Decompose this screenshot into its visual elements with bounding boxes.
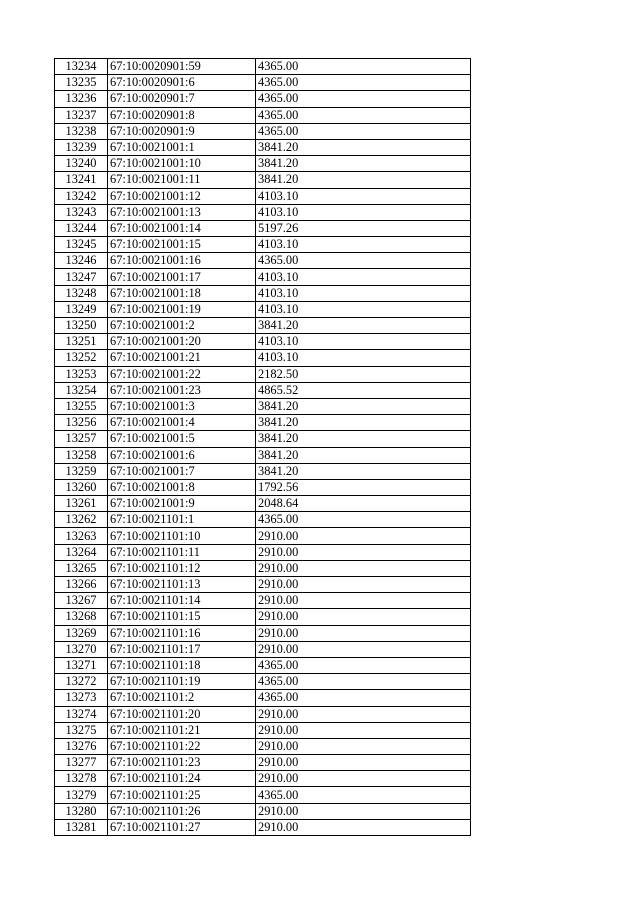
- value-cell: 2910.00: [256, 560, 471, 576]
- value-cell: 2910.00: [256, 738, 471, 754]
- row-number-cell: 13269: [55, 625, 108, 641]
- row-number-cell: 13266: [55, 577, 108, 593]
- cadastral-number-cell: 67:10:0020901:59: [108, 59, 256, 75]
- row-number-cell: 13246: [55, 253, 108, 269]
- row-number-cell: 13253: [55, 366, 108, 382]
- value-cell: 4365.00: [256, 59, 471, 75]
- table-row: [55, 755, 471, 771]
- table-row: [55, 237, 471, 253]
- row-number-cell: 13251: [55, 334, 108, 350]
- table-row: [55, 91, 471, 107]
- table-row: [55, 641, 471, 657]
- row-number-cell: 13265: [55, 560, 108, 576]
- cadastral-number-cell: 67:10:0021101:1: [108, 512, 256, 528]
- row-number-cell: 13256: [55, 415, 108, 431]
- row-number-cell: 13243: [55, 204, 108, 220]
- cadastral-number-cell: 67:10:0021101:19: [108, 674, 256, 690]
- value-cell: 2910.00: [256, 577, 471, 593]
- table-row: [55, 431, 471, 447]
- row-number-cell: 13245: [55, 237, 108, 253]
- cadastral-number-cell: 67:10:0021001:10: [108, 156, 256, 172]
- row-number-cell: 13267: [55, 593, 108, 609]
- table-row: [55, 75, 471, 91]
- cadastral-number-cell: 67:10:0021001:4: [108, 415, 256, 431]
- value-cell: 1792.56: [256, 479, 471, 495]
- cadastral-number-cell: 67:10:0021101:23: [108, 755, 256, 771]
- table-row: [55, 382, 471, 398]
- cadastral-number-cell: 67:10:0021001:19: [108, 301, 256, 317]
- value-cell: 4365.00: [256, 75, 471, 91]
- table-row: [55, 609, 471, 625]
- cadastral-number-cell: 67:10:0021001:16: [108, 253, 256, 269]
- cadastral-number-cell: 67:10:0021001:6: [108, 447, 256, 463]
- value-cell: 2910.00: [256, 803, 471, 819]
- row-number-cell: 13247: [55, 269, 108, 285]
- value-cell: 3841.20: [256, 318, 471, 334]
- cadastral-number-cell: 67:10:0021101:2: [108, 690, 256, 706]
- value-cell: 4365.00: [256, 107, 471, 123]
- table-row: [55, 657, 471, 673]
- row-number-cell: 13259: [55, 463, 108, 479]
- value-cell: 4103.10: [256, 204, 471, 220]
- row-number-cell: 13274: [55, 706, 108, 722]
- cadastral-number-cell: 67:10:0021001:20: [108, 334, 256, 350]
- value-cell: 4365.00: [256, 253, 471, 269]
- cadastral-number-cell: 67:10:0021101:25: [108, 787, 256, 803]
- cadastral-number-cell: 67:10:0021101:13: [108, 577, 256, 593]
- table-row: [55, 318, 471, 334]
- cadastral-number-cell: 67:10:0021101:11: [108, 544, 256, 560]
- row-number-cell: 13239: [55, 139, 108, 155]
- cadastral-number-cell: 67:10:0021001:12: [108, 188, 256, 204]
- table-row: [55, 512, 471, 528]
- cadastral-number-cell: 67:10:0021001:5: [108, 431, 256, 447]
- value-cell: 2910.00: [256, 625, 471, 641]
- table-row: [55, 139, 471, 155]
- value-cell: 4103.10: [256, 269, 471, 285]
- cadastral-number-cell: 67:10:0020901:9: [108, 123, 256, 139]
- value-cell: 2910.00: [256, 593, 471, 609]
- table-row: [55, 204, 471, 220]
- cadastral-number-cell: 67:10:0021001:13: [108, 204, 256, 220]
- cadastral-number-cell: 67:10:0021101:10: [108, 528, 256, 544]
- table-row: [55, 447, 471, 463]
- table-row: [55, 350, 471, 366]
- value-cell: 2182.50: [256, 366, 471, 382]
- table-row: [55, 496, 471, 512]
- row-number-cell: 13238: [55, 123, 108, 139]
- row-number-cell: 13264: [55, 544, 108, 560]
- cadastral-number-cell: 67:10:0021001:17: [108, 269, 256, 285]
- document-page: [54, 58, 471, 836]
- value-cell: 2910.00: [256, 609, 471, 625]
- row-number-cell: 13268: [55, 609, 108, 625]
- cadastral-number-cell: 67:10:0021101:15: [108, 609, 256, 625]
- cadastral-number-cell: 67:10:0020901:6: [108, 75, 256, 91]
- row-number-cell: 13249: [55, 301, 108, 317]
- data-table: [54, 58, 471, 836]
- row-number-cell: 13273: [55, 690, 108, 706]
- table-row: [55, 479, 471, 495]
- row-number-cell: 13254: [55, 382, 108, 398]
- cadastral-number-cell: 67:10:0021001:9: [108, 496, 256, 512]
- table-row: [55, 674, 471, 690]
- row-number-cell: 13270: [55, 641, 108, 657]
- value-cell: 3841.20: [256, 447, 471, 463]
- value-cell: 4365.00: [256, 787, 471, 803]
- table-row: [55, 625, 471, 641]
- value-cell: 4103.10: [256, 285, 471, 301]
- table-row: [55, 577, 471, 593]
- cadastral-number-cell: 67:10:0021101:26: [108, 803, 256, 819]
- value-cell: 4103.10: [256, 237, 471, 253]
- value-cell: 3841.20: [256, 172, 471, 188]
- row-number-cell: 13258: [55, 447, 108, 463]
- cadastral-number-cell: 67:10:0021101:14: [108, 593, 256, 609]
- value-cell: 4103.10: [256, 350, 471, 366]
- cadastral-number-cell: 67:10:0021001:21: [108, 350, 256, 366]
- value-cell: 4103.10: [256, 301, 471, 317]
- table-row: [55, 560, 471, 576]
- row-number-cell: 13278: [55, 771, 108, 787]
- table-row: [55, 269, 471, 285]
- table-row: [55, 819, 471, 835]
- value-cell: 2048.64: [256, 496, 471, 512]
- row-number-cell: 13234: [55, 59, 108, 75]
- table-row: [55, 253, 471, 269]
- cadastral-number-cell: 67:10:0021001:3: [108, 398, 256, 414]
- table-row: [55, 528, 471, 544]
- value-cell: 2910.00: [256, 722, 471, 738]
- table-row: [55, 706, 471, 722]
- value-cell: 4865.52: [256, 382, 471, 398]
- row-number-cell: 13250: [55, 318, 108, 334]
- row-number-cell: 13261: [55, 496, 108, 512]
- value-cell: 4365.00: [256, 657, 471, 673]
- cadastral-number-cell: 67:10:0021001:18: [108, 285, 256, 301]
- table-row: [55, 172, 471, 188]
- row-number-cell: 13280: [55, 803, 108, 819]
- row-number-cell: 13277: [55, 755, 108, 771]
- cadastral-number-cell: 67:10:0021001:11: [108, 172, 256, 188]
- table-row: [55, 59, 471, 75]
- row-number-cell: 13235: [55, 75, 108, 91]
- cadastral-number-cell: 67:10:0021101:18: [108, 657, 256, 673]
- value-cell: 4365.00: [256, 123, 471, 139]
- row-number-cell: 13244: [55, 220, 108, 236]
- value-cell: 2910.00: [256, 641, 471, 657]
- table-row: [55, 398, 471, 414]
- table-row: [55, 771, 471, 787]
- table-row: [55, 123, 471, 139]
- value-cell: 2910.00: [256, 771, 471, 787]
- row-number-cell: 13262: [55, 512, 108, 528]
- cadastral-number-cell: 67:10:0021001:8: [108, 479, 256, 495]
- row-number-cell: 13272: [55, 674, 108, 690]
- table-body: [55, 59, 471, 836]
- value-cell: 3841.20: [256, 463, 471, 479]
- cadastral-number-cell: 67:10:0021001:15: [108, 237, 256, 253]
- table-row: [55, 334, 471, 350]
- table-row: [55, 787, 471, 803]
- table-row: [55, 301, 471, 317]
- cadastral-number-cell: 67:10:0021001:22: [108, 366, 256, 382]
- cadastral-number-cell: 67:10:0021101:24: [108, 771, 256, 787]
- value-cell: 4103.10: [256, 334, 471, 350]
- table-row: [55, 738, 471, 754]
- row-number-cell: 13263: [55, 528, 108, 544]
- row-number-cell: 13237: [55, 107, 108, 123]
- table-row: [55, 690, 471, 706]
- cadastral-number-cell: 67:10:0021101:16: [108, 625, 256, 641]
- cadastral-number-cell: 67:10:0021101:27: [108, 819, 256, 835]
- table-row: [55, 463, 471, 479]
- value-cell: 5197.26: [256, 220, 471, 236]
- row-number-cell: 13255: [55, 398, 108, 414]
- row-number-cell: 13252: [55, 350, 108, 366]
- row-number-cell: 13276: [55, 738, 108, 754]
- row-number-cell: 13275: [55, 722, 108, 738]
- cadastral-number-cell: 67:10:0021101:20: [108, 706, 256, 722]
- cadastral-number-cell: 67:10:0021001:1: [108, 139, 256, 155]
- table-row: [55, 722, 471, 738]
- row-number-cell: 13248: [55, 285, 108, 301]
- value-cell: 3841.20: [256, 415, 471, 431]
- value-cell: 3841.20: [256, 431, 471, 447]
- cadastral-number-cell: 67:10:0021001:14: [108, 220, 256, 236]
- value-cell: 2910.00: [256, 706, 471, 722]
- value-cell: 2910.00: [256, 544, 471, 560]
- value-cell: 2910.00: [256, 819, 471, 835]
- cadastral-number-cell: 67:10:0021101:22: [108, 738, 256, 754]
- value-cell: 4365.00: [256, 674, 471, 690]
- row-number-cell: 13240: [55, 156, 108, 172]
- value-cell: 4103.10: [256, 188, 471, 204]
- table-row: [55, 188, 471, 204]
- cadastral-number-cell: 67:10:0021001:23: [108, 382, 256, 398]
- row-number-cell: 13242: [55, 188, 108, 204]
- value-cell: 3841.20: [256, 139, 471, 155]
- value-cell: 2910.00: [256, 755, 471, 771]
- row-number-cell: 13260: [55, 479, 108, 495]
- table-row: [55, 107, 471, 123]
- row-number-cell: 13271: [55, 657, 108, 673]
- table-row: [55, 220, 471, 236]
- row-number-cell: 13279: [55, 787, 108, 803]
- row-number-cell: 13241: [55, 172, 108, 188]
- cadastral-number-cell: 67:10:0020901:7: [108, 91, 256, 107]
- table-row: [55, 593, 471, 609]
- cadastral-number-cell: 67:10:0021001:7: [108, 463, 256, 479]
- row-number-cell: 13257: [55, 431, 108, 447]
- cadastral-number-cell: 67:10:0020901:8: [108, 107, 256, 123]
- row-number-cell: 13281: [55, 819, 108, 835]
- table-row: [55, 156, 471, 172]
- table-row: [55, 803, 471, 819]
- cadastral-number-cell: 67:10:0021101:21: [108, 722, 256, 738]
- table-row: [55, 415, 471, 431]
- row-number-cell: 13236: [55, 91, 108, 107]
- value-cell: 2910.00: [256, 528, 471, 544]
- value-cell: 3841.20: [256, 398, 471, 414]
- value-cell: 3841.20: [256, 156, 471, 172]
- table-row: [55, 366, 471, 382]
- value-cell: 4365.00: [256, 512, 471, 528]
- value-cell: 4365.00: [256, 91, 471, 107]
- cadastral-number-cell: 67:10:0021001:2: [108, 318, 256, 334]
- table-row: [55, 544, 471, 560]
- value-cell: 4365.00: [256, 690, 471, 706]
- cadastral-number-cell: 67:10:0021101:17: [108, 641, 256, 657]
- cadastral-number-cell: 67:10:0021101:12: [108, 560, 256, 576]
- table-row: [55, 285, 471, 301]
